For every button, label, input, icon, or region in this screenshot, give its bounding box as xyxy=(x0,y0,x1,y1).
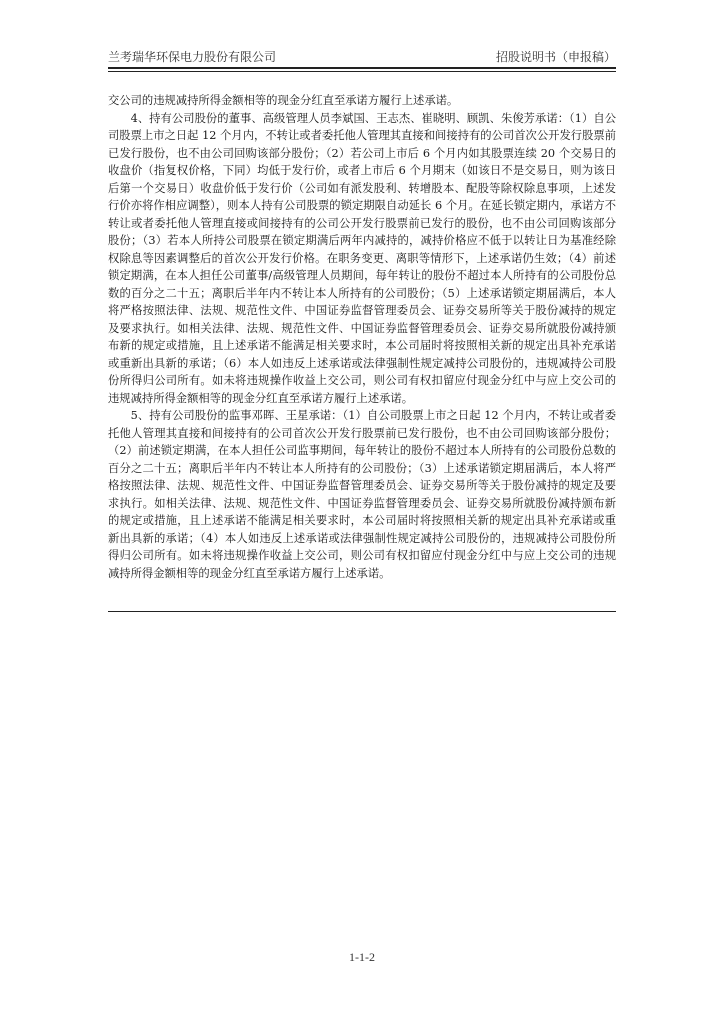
document-title: 招股说明书（申报稿） xyxy=(495,50,616,64)
paragraph-directors-commitment: 4、持有公司股份的董事、高级管理人员李斌国、王志杰、崔晓明、顾凯、朱俊芳承诺：（1）自公司股票上市之日起 12 个月内，不转让或者委托他人管理其直接和间接持有的公司首次公开发行股票前已发行股份，也不由公司回购该部分股份；（2）若公司上市后 6 个月内如其股票连续 20 个交易日的收盘价（指复权价格，下同）均低于发行价，或者上市后 6 个月期末（如该日不是交易日，则为该日后第一个交易日）收盘价低于发行价（公司如有派发股利、转增股本、配股等除权除息事项，上述发行价亦将作相应调整），则本人持有公司股票的锁定期限自动延长 6 个月。在延长锁定期内，承诺方不转让或者委托他人管理直接或间接持有的公司公开发行股票前已发行的股份，也不由公司回购该部分股份；（3）若本人所持公司股票在锁定期满后两年内减持的，减持价格应不低于以转让日为基准经除权除息等因素调整后的首次公开发行价格。在职务变更、离职等情形下，上述承诺仍生效；（4）前述锁定期满，在本人担任公司董事/高级管理人员期间，每年转让的股份不超过本人所持有的公司股份总数的百分之二十五；离职后半年内不转让本人所持有的公司股份；（5）上述承诺锁定期届满后，本人将严格按照法律、法规、规范性文件、中国证券监督管理委员会、证券交易所等关于股份减持的规定及要求执行。如相关法律、法规、规范性文件、中国证券监督管理委员会、证券交易所就股份减持颁布新的规定或措施，且上述承诺不能满足相关要求时，本公司届时将按照相关新的规定出具补充承诺或重新出具新的承诺；（6）本人如违反上述承诺或法律强制性规定减持公司股份的，违规减持公司股份所得归公司所有。如未将违规操作收益上交公司，则公司有权扣留应付现金分红中与应上交公司的违规减持所得金额相等的现金分红直至承诺方履行上述承诺。 xyxy=(108,111,616,405)
content-bottom-rule xyxy=(108,611,616,612)
header-rule-thin xyxy=(108,71,616,72)
paragraph-supervisors-commitment: 5、持有公司股份的监事邓晖、王星承诺：（1）自公司股票上市之日起 12 个月内，不转让或者委托他人管理其直接和间接持有的公司首次公开发行股票前已发行股份，也不由公司回购该部分股份；（2）前述锁定期满，在本人担任公司监事期间，每年转让的股份不超过本人所持有的公司股份总数的百分之二十五；离职后半年内不转让本人所持有的公司股份；（3）上述承诺锁定期届满后，本人将严格按照法律、法规、规范性文件、中国证券监督管理委员会、证券交易所等关于股份减持的规定及要求执行。如相关法律、法规、规范性文件、中国证券监督管理委员会、证券交易所就股份减持颁布新的规定或措施，且上述承诺不能满足相关要求时，本公司届时将按照相关新的规定出具补充承诺或重新出具新的承诺；（4）本人如违反上述承诺或法律强制性规定减持公司股份的，违规减持公司股份所得归公司所有。如未将违规操作收益上交公司，则公司有权扣留应付现金分红中与应上交公司的违规减持所得金额相等的现金分红直至承诺方履行上述承诺。 xyxy=(108,409,616,580)
body-text xyxy=(108,92,616,582)
company-name: 兰考瑞华环保电力股份有限公司 xyxy=(108,50,277,64)
page-number: 1-1-2 xyxy=(349,950,375,964)
paragraph-continuation: 交公司的违规减持所得金额相等的现金分红直至承诺方履行上述承诺。 xyxy=(108,94,459,107)
header-rule xyxy=(108,67,616,69)
page-header xyxy=(108,50,616,64)
